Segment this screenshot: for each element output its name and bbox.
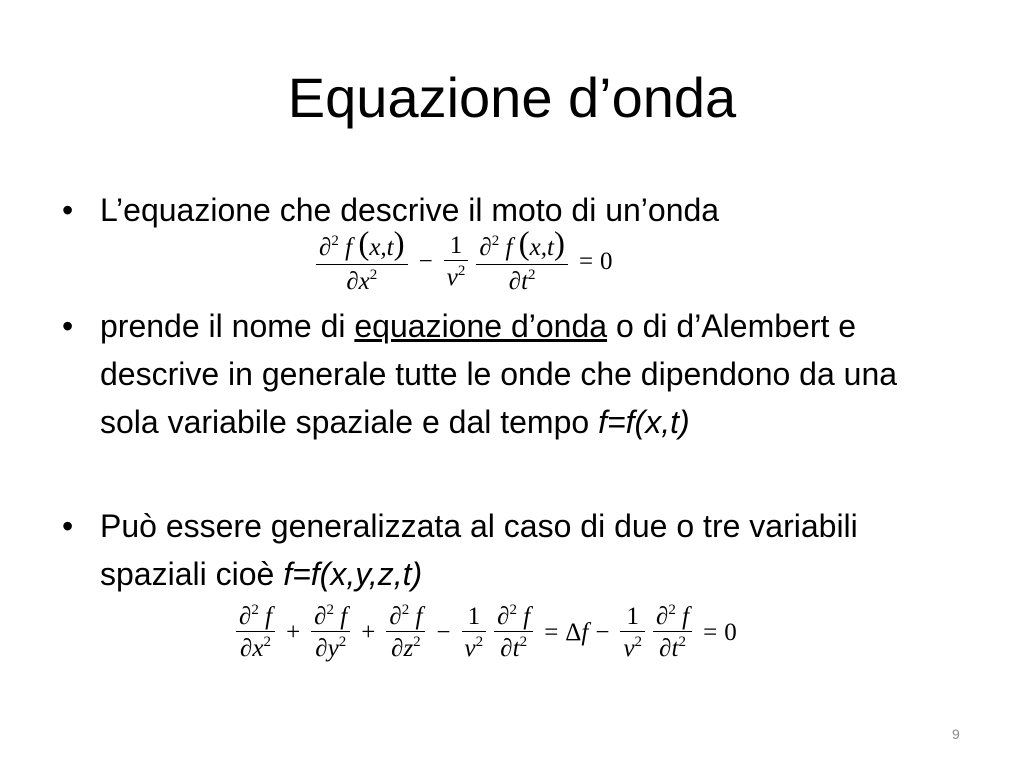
function-args: x,t <box>529 234 554 261</box>
bullet-2-text <box>100 302 942 446</box>
right-paren: ) <box>393 226 405 262</box>
variable-v: v <box>464 635 476 662</box>
numeral-one: 1 <box>626 603 639 630</box>
wave-equation-3d <box>232 604 737 661</box>
left-paren: ( <box>518 226 530 262</box>
exponent: 2 <box>263 634 272 650</box>
exponent: 2 <box>413 634 421 650</box>
variable-t: t <box>521 268 529 295</box>
exponent: 2 <box>401 602 410 618</box>
variable-y: y <box>327 635 339 662</box>
function-f: f <box>682 603 690 630</box>
partial-symbol: ∂ <box>659 635 672 662</box>
laplacian-symbol: Δ <box>565 619 582 646</box>
minus-sign: − <box>418 248 433 275</box>
bullet-2 <box>62 302 942 446</box>
numeral-one: 1 <box>449 232 463 259</box>
partial-symbol: ∂ <box>656 603 669 630</box>
fraction-d2f-dt2 <box>494 604 533 661</box>
variable-v: v <box>623 635 635 662</box>
slide-title: Equazione d’onda <box>287 66 737 129</box>
fraction-d2f-dy2 <box>311 604 350 661</box>
bullet-1-text: L’equazione che descrive il moto di un’onda <box>100 192 720 228</box>
underlined-term: equazione d’onda <box>354 308 608 344</box>
exponent: 2 <box>634 634 643 650</box>
bullet-1 <box>62 186 942 234</box>
partial-symbol: ∂ <box>391 635 404 662</box>
page-number: 9 <box>952 726 960 742</box>
exponent: 2 <box>457 263 466 279</box>
left-paren: ( <box>358 226 370 262</box>
exponent: 2 <box>678 634 686 650</box>
equals-sign: = <box>544 619 559 646</box>
partial-symbol: ∂ <box>319 234 332 261</box>
function-f: f <box>523 603 531 630</box>
function-f: f <box>505 234 513 261</box>
variable-z: z <box>403 635 414 662</box>
bullet-3-text <box>100 502 942 598</box>
numeral-one: 1 <box>467 603 481 630</box>
exponent: 2 <box>331 233 339 249</box>
partial-symbol: ∂ <box>500 635 513 662</box>
function-f: f <box>581 619 589 646</box>
plus-sign: + <box>286 619 301 646</box>
exponent: 2 <box>369 267 378 283</box>
partial-symbol: ∂ <box>508 268 522 295</box>
wave-equation-1d <box>312 226 613 295</box>
fraction-d2f-dx2 <box>236 604 275 661</box>
partial-symbol: ∂ <box>315 635 328 662</box>
function-args: x,t <box>369 234 394 261</box>
variable-t: t <box>512 635 520 662</box>
bullet-dot: • <box>62 192 74 228</box>
fraction-1-v2 <box>462 604 487 661</box>
partial-symbol: ∂ <box>314 603 327 630</box>
function-f: f <box>265 603 273 630</box>
exponent: 2 <box>509 602 517 618</box>
bullet-3-part1: Può essere generalizzata al caso di due o tre variabili spaziali cioè <box>100 508 858 592</box>
bullet-2-part2: o di d’Alembert e descrive in generale tutte le onde che dipendono da una sola variabile spaziale e dal tempo <box>100 308 898 440</box>
variable-t: t <box>671 635 679 662</box>
inline-formula: f=f(x,y,z,t) <box>283 556 423 592</box>
partial-symbol: ∂ <box>479 234 492 261</box>
partial-symbol: ∂ <box>239 603 252 630</box>
bullet-dot: • <box>62 508 74 544</box>
inline-formula: f=f(x,t) <box>598 404 690 440</box>
bullet-dot: • <box>62 308 74 344</box>
bullet-2-part1: prende il nome di <box>100 308 355 344</box>
function-f: f <box>415 603 423 630</box>
variable-x: x <box>252 635 264 662</box>
exponent: 2 <box>338 634 347 650</box>
exponent: 2 <box>668 602 676 618</box>
numeral-zero: 0 <box>600 248 613 275</box>
exponent: 2 <box>519 634 528 650</box>
minus-sign: − <box>595 619 610 646</box>
minus-sign: − <box>436 619 451 646</box>
fraction-d2f-dt2 <box>653 604 692 661</box>
partial-symbol: ∂ <box>497 603 510 630</box>
fraction-d2f-dx2 <box>316 226 408 295</box>
exponent: 2 <box>326 602 335 618</box>
equals-sign: = <box>578 248 594 275</box>
partial-symbol: ∂ <box>346 268 359 295</box>
equals-sign: = <box>703 619 718 646</box>
function-f: f <box>340 603 348 630</box>
function-f: f <box>345 234 353 261</box>
exponent: 2 <box>475 634 484 650</box>
fraction-d2f-dz2 <box>386 604 425 661</box>
variable-x: x <box>358 268 370 295</box>
exponent: 2 <box>491 233 500 249</box>
numeral-zero: 0 <box>724 619 737 646</box>
fraction-d2f-dt2 <box>476 226 568 295</box>
fraction-1-v2 <box>620 604 645 661</box>
fraction-1-v2 <box>444 233 469 290</box>
exponent: 2 <box>251 602 259 618</box>
partial-symbol: ∂ <box>389 603 402 630</box>
plus-sign: + <box>361 619 376 646</box>
bullet-3 <box>62 502 942 598</box>
exponent: 2 <box>528 267 536 283</box>
partial-symbol: ∂ <box>240 635 253 662</box>
variable-v: v <box>446 264 458 291</box>
right-paren: ) <box>553 226 565 262</box>
